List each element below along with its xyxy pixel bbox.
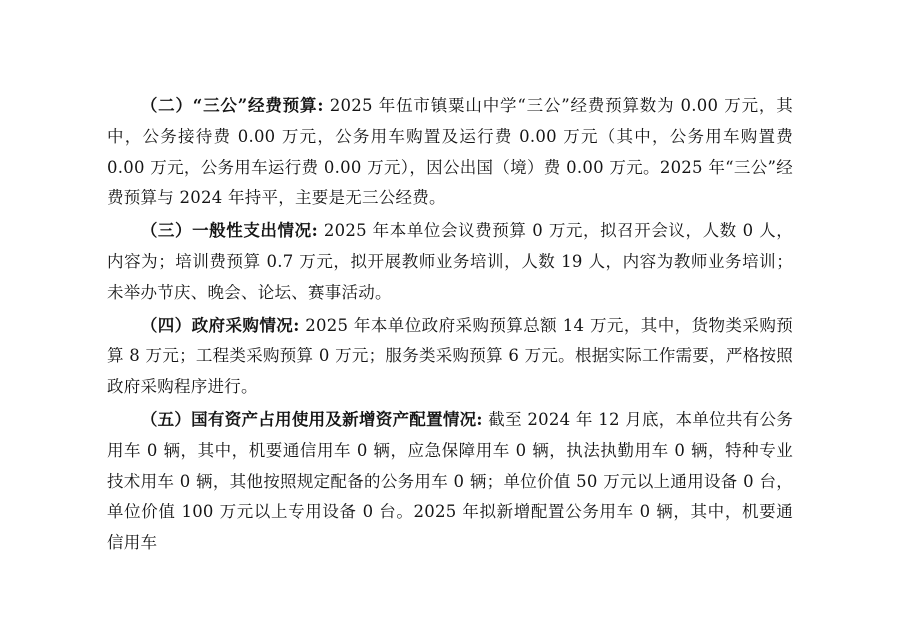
section-heading: （三）一般性支出情况:: [140, 221, 318, 241]
section-heading: （五）国有资产占用使用及新增资产配置情况:: [140, 409, 483, 429]
paragraph-text: 2025 年本单位会议费预算 0 万元，拟召开会议，人数 0 人，内容为；培训费预算 0.7 万元，拟开展教师业务培训，人数 19 人，内容为教师业务培训；未举办节庆、晚会、论坛、赛事活动。: [107, 221, 793, 302]
paragraph-general-expenditure: [107, 216, 793, 308]
paragraph-government-procurement: [107, 311, 793, 403]
section-heading: （四）政府采购情况:: [140, 315, 300, 335]
paragraph-sangong-budget: [107, 91, 793, 214]
paragraph-state-assets: [107, 405, 793, 559]
paragraph-text: 2025 年本单位政府采购预算总额 14 万元，其中，货物类采购预算 8 万元；工程类采购预算 0 万元；服务类采购预算 6 万元。根据实际工作需要，严格按照政府采购程序进行。: [107, 315, 793, 397]
section-heading: （二）“三公”经费预算:: [140, 96, 324, 115]
paragraph-text: 截至 2024 年 12 月底，本单位共有公务用车 0 辆，其中，机要通信用车 0 辆，应急保障用车 0 辆，执法执勤用车 0 辆，特种专业技术用车 0 辆，其他按照规定配备的公务用车 0 辆；单位价值 50 万元以上通用设备 0 台，单位价值 100 万元以上专用设备 0 台。2025 年拟新增配置公务用车 0 辆，其中，机要通信用车: [107, 409, 793, 553]
paragraph-text: 2025 年伍市镇粟山中学“三公”经费预算数为 0.00 万元，其中，公务接待费 0.00 万元，公务用车购置及运行费 0.00 万元（其中，公务用车购置费 0.00 万元，公务用车运行费 0.00 万元），因公出国（境）费 0.00 万元。2025 年“三公”经费预算与 2024 年持平，主要是无三公经费。: [107, 96, 793, 208]
document-body: [107, 91, 793, 561]
